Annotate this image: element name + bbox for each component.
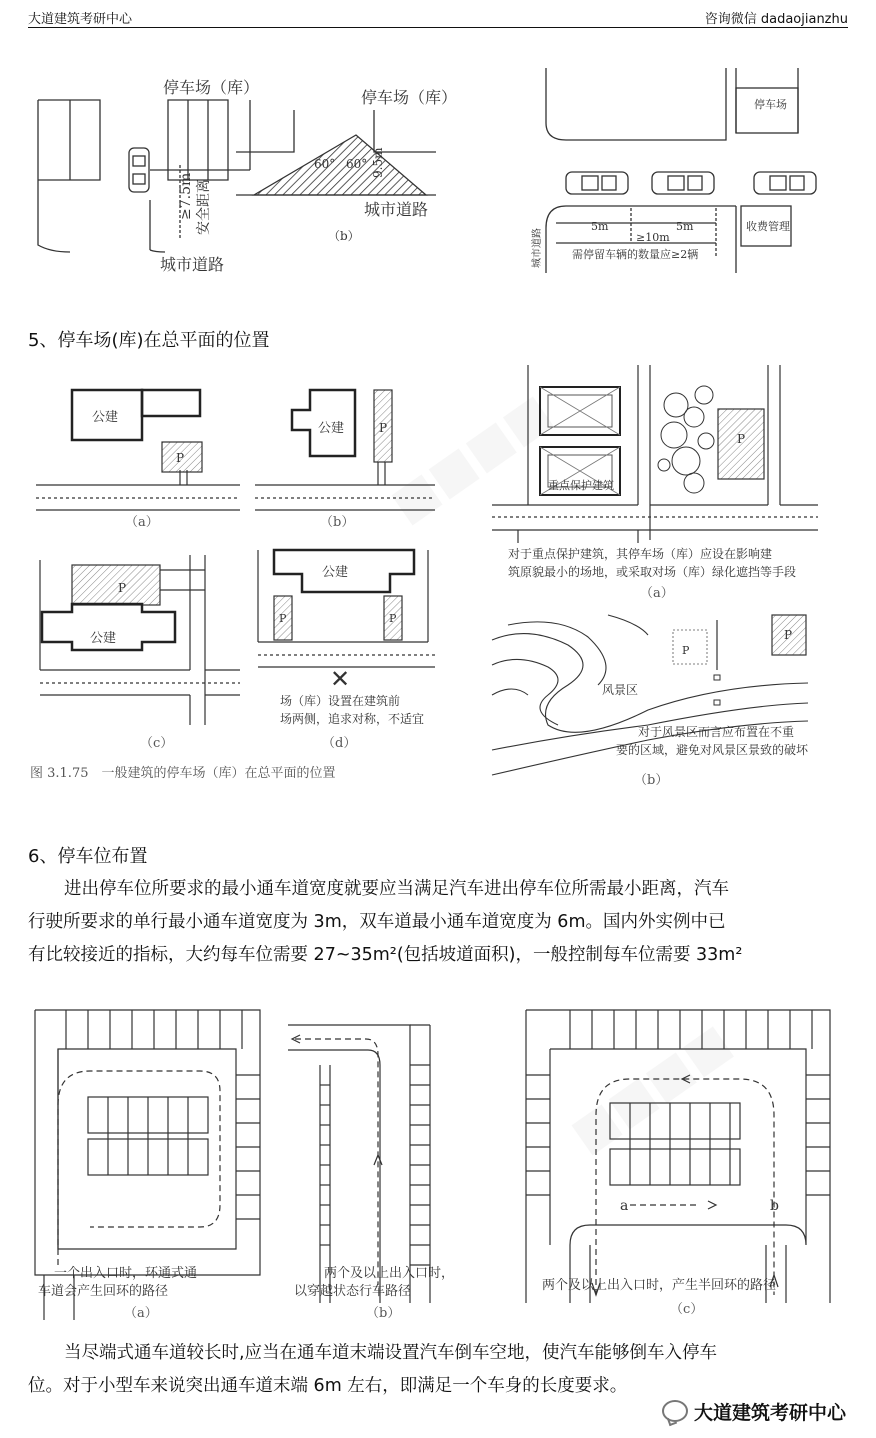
caption-right-a: （a） xyxy=(640,586,674,601)
para2-line1: 当尽端式通车道较长时,应当在通车道末端设置汽车倒车空地，使汽车能够倒车入停车 xyxy=(64,1343,718,1363)
parking-label: 停车场（库） xyxy=(163,78,260,97)
para2-line2: 位。对于小型车来说突出通车道末端 6m 左右，即满足一个车身的长度要求。 xyxy=(28,1376,628,1396)
road-label: 城市道路 xyxy=(364,200,429,219)
figure-caption: 图 3.1.75 一般建筑的停车场（库）在总平面的位置 xyxy=(30,766,336,781)
wechat-icon xyxy=(662,1400,688,1422)
note-a-line1: 一个出入口时，环通式通 xyxy=(54,1266,198,1281)
p-label: P xyxy=(118,581,127,595)
figure-top-mid xyxy=(236,80,476,250)
caption-c: （c） xyxy=(140,736,174,751)
distance-note: 安全距离 xyxy=(196,179,212,235)
caption-b: （b） xyxy=(366,1306,401,1321)
p-label: P xyxy=(279,612,287,625)
toll-label: 收费管理 xyxy=(746,220,790,233)
scenic-area-label: 风景区 xyxy=(602,683,639,697)
header-right-text: 咨询微信 dadaojianzhu xyxy=(704,12,848,27)
figure-top-right xyxy=(532,68,836,273)
note-a-line2: 车道会产生回环的路径 xyxy=(38,1284,169,1299)
caption-c: （c） xyxy=(670,1302,704,1317)
queue-note: 需停留车辆的数量应≥2辆 xyxy=(572,248,699,261)
p-label: P xyxy=(389,612,397,625)
public-building-label: 公建 xyxy=(90,631,117,646)
road-label: 城市道路 xyxy=(160,255,225,274)
public-building-label: 公建 xyxy=(92,410,119,425)
para1-line3: 有比较接近的指标，大约每车位需要 27~35m²(包括坡道面积)，一般控制每车位需要 33m² xyxy=(28,945,743,965)
header-left-text: 大道建筑考研中心 xyxy=(28,12,133,27)
cross-icon: ✕ xyxy=(330,665,351,693)
caption-b: （b） xyxy=(320,515,355,530)
figure-6-layouts xyxy=(30,1005,840,1325)
note-b-line1: 两个及以上出入口时， xyxy=(324,1266,455,1281)
caption-b: （b） xyxy=(328,229,360,243)
trees xyxy=(658,386,714,493)
caption-d: （d） xyxy=(322,736,357,751)
parking-label: 停车场 xyxy=(754,98,787,111)
p-label: P xyxy=(176,451,185,465)
p-label: P xyxy=(784,628,793,642)
car-icon xyxy=(129,148,149,192)
figure-top-left xyxy=(30,70,260,280)
parking-label: 停车场（库） xyxy=(361,88,458,107)
parking-stalls xyxy=(66,1010,260,1219)
car-icon xyxy=(754,172,816,194)
distance-label: ≥7.5m xyxy=(178,172,194,220)
angle-label-2: 60° xyxy=(346,157,368,171)
dim-5m-b: 5m xyxy=(676,220,694,233)
section-6-heading: 6、停车位布置 xyxy=(28,846,148,867)
note-b-line2: 以穿越状态行车路径 xyxy=(294,1284,412,1299)
p-label: P xyxy=(379,421,388,435)
note-d-line2: 场两侧，追求对称，不适宜 xyxy=(280,712,425,726)
car-icon xyxy=(566,172,628,194)
note-d-line1: 场（库）设置在建筑前 xyxy=(280,694,401,708)
para1-line1: 进出停车位所要求的最小通车道宽度就要应当满足汽车进出停车位所需最小距离，汽车 xyxy=(64,879,729,899)
note-a-line1: 对于重点保护建筑，其停车场（库）应设在影响建 xyxy=(508,547,773,561)
section-5-heading: 5、停车场(库)在总平面的位置 xyxy=(28,330,270,351)
protected-building-label: 重点保护建筑 xyxy=(548,479,614,492)
car-icon xyxy=(652,172,714,194)
dim-10m: ≥10m xyxy=(636,231,670,244)
public-building-label: 公建 xyxy=(318,421,345,436)
p-label: P xyxy=(737,432,746,446)
point-b: b xyxy=(770,1198,779,1214)
figure-5-site-plans xyxy=(30,370,490,790)
caption-a: （a） xyxy=(125,515,159,530)
note-c: 两个及以上出入口时，产生半回环的路径 xyxy=(542,1278,777,1293)
parking-stalls xyxy=(320,1065,430,1265)
sight-triangle xyxy=(254,135,426,195)
p-label: P xyxy=(682,644,690,657)
wechat-logo xyxy=(662,1394,846,1428)
public-building-label: 公建 xyxy=(322,565,349,580)
caption-right-b: （b） xyxy=(634,773,669,788)
distance-label: 9.5m xyxy=(371,147,385,178)
logo-text: 大道建筑考研中心 xyxy=(693,1401,846,1424)
caption-a: （a） xyxy=(124,1306,158,1321)
angle-label-1: 60° xyxy=(314,157,336,171)
note-b-line1: 对于风景区而言应布置在不重 xyxy=(638,725,795,739)
section-6-paragraph xyxy=(28,873,850,972)
note-b-line2: 要的区域，避免对风景区景致的破坏 xyxy=(616,743,809,757)
note-a-line2: 筑原貌最小的场地，或采取对场（库）绿化遮挡等手段 xyxy=(508,565,797,579)
figure-5-right xyxy=(488,365,848,790)
dim-5m-a: 5m xyxy=(591,220,609,233)
point-a: a xyxy=(620,1198,629,1214)
para1-line2: 行驶所要求的单行最小通车道宽度为 3m，双车道最小通车道宽度为 6m。国内外实例中已 xyxy=(28,912,726,932)
page-header xyxy=(28,6,848,28)
road-label: 城市道路 xyxy=(532,228,543,268)
